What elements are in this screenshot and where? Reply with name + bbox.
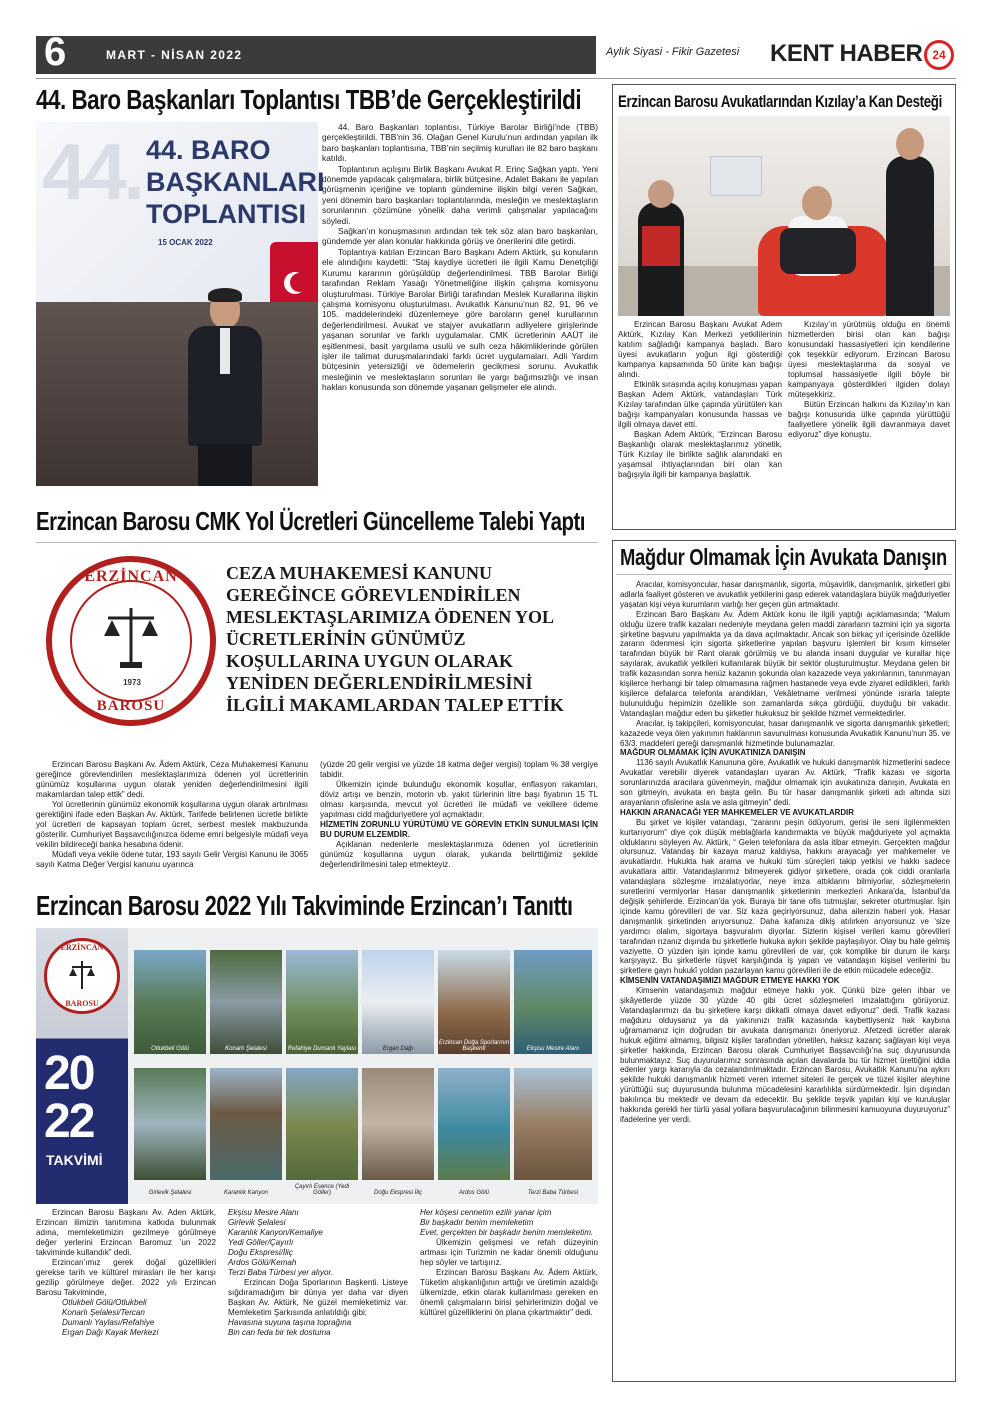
calendar-image <box>36 928 598 1204</box>
article1-paragraph: 44. Baro Başkanları toplantısı, Türkiye Barolar Birliği’nde (TBB) gerçekleştirildi. TBB’nin 36. Olağan Genel Kurulu’nun ardından yapılan ilk baro başkanları toplantısına, TBB’nin seçilmiş kurulları ile 82 baro başkanı katıldı. <box>322 122 598 164</box>
article2-paragraph: Erzincan Barosu Başkanı Avukat Adem Aktürk, Kızılay Kan Merkezi yetkililerinin katılım sağladığı kampanya başladı. Baro üyesi avukatların yoğun ilgi gösterdiği kampanya kapsamında 50 ünite kan bağışı alındı. <box>618 320 782 379</box>
tile-caption: Karanlık Kanyon <box>223 1190 269 1196</box>
article5-list-line: Ardos Gölü/Kemah <box>228 1258 297 1267</box>
article5-list-line: Otlukbeli Gölü/Otlukbeli <box>62 1298 147 1307</box>
article5-list-line: Doğu Ekspresi/İliç <box>228 1248 293 1257</box>
article3-emphasis: HİZMETİN ZORUNLU YÜRÜTÜMÜ VE GÖREVİN ETKİN SUNULMASI İÇİN BU DURUM ELZEMDİR. <box>320 820 598 839</box>
seal-top-text: ERZİNCAN <box>84 568 178 585</box>
article5-list-line: Ekşisu Mesire Alanı <box>228 1208 299 1217</box>
article4-paragraph: 1136 sayılı Avukatlık Kanununa göre, Avukatlık ve hukuki danışmanlık hizmetlerini sadece Avukatlar verebilir diyerek vatandaşları uyaran Av. Aktürk, “Trafik kazası ve sigorta sorunlarınızda aracılara güvenmeyin, mağdur olmamak için avukatınıza danışın, Avukata en son gitmeyin, avukata en başta gelin. Bu tür hasar danışmanlık şirketi adı altında sizi arayanların ofislerine asla ve asla gitmeyin” dedi. <box>620 758 950 807</box>
article2-headline: Erzincan Barosu Avukatlarından Kızılay’a Kan Desteği <box>618 92 942 111</box>
donor-jacket <box>780 228 856 274</box>
donor-head <box>802 186 832 220</box>
nurse-vest <box>642 226 680 266</box>
tile-caption: Erzincan Doğa Sporlarının Başkenti <box>438 1040 510 1052</box>
article5-list-line: Bin can feda bir tek dostuma <box>228 1328 331 1337</box>
article5-list-line: Yedi Göller/Çayırlı <box>228 1238 294 1247</box>
medical-shelf <box>710 156 762 196</box>
article4-subheading: HAKKIN ARANACAĞI YER MAHKEMELER VE AVUKATLARDIR <box>620 807 854 817</box>
person-hair <box>208 288 242 302</box>
article4-paragraph: Kimsenin vatandaşımızı mağdur etmeye hakkı yok. Çünkü bize gelen ihbar ve şikâyetlerde yüzde 30 yüzde 40 gibi ücret sözleşmeleri imzalattığını görüyoruz. Vatandaşlarımızı da bu şirketlere karşı dikkatli olmaya davet ediyoruz” dedi. Trafik kazası mağduru olduysanız ya da yakınınızı trafik kazasında kaybettiyseniz hak kaybına uğramamanız için doğrudan bir avukata danışmanızı öneriyoruz. Afetzedi ücretler alarak hukuk eğitimi almamış, bilgisiz kişiler tarafından yönetilen, haksız kazanç sağlayan kişi veya şirketler hakkında, Erzincan Barosu olarak Cumhuriyet Başsavcılığı’na suç duyurusunda bulunmaktayız. Suç duyurularımız sonrasında açılan davalarda bu tür hizmet ürettiğini iddia edenler yargı kararıyla da cezalandırılmaktadır. Erzincan Barosu, Avukatlık Kanunu’na aykırı şekilde hukuki danışmanlık hizmeti veren internet siteleri ile gerçek ve tüzel kişiler aleyhine yürüttüğü suç duyurusunda bulunma mücadelesini kararlılıkla sürdürmektedir. İşin dışından bakılınca bu mektedir ve devam da edecektir. Bu şekilde teşvik yapılan kişi ve kuruluşlar hakkında gerekli her türlü yasal yollara başvurulacağının bilinmesini kamuoyuna duyuruyoruz” ifadelerine yer verdi. <box>620 986 950 1124</box>
calendar-seal <box>44 938 120 1014</box>
brand-logo[interactable]: KENT HABER <box>770 40 923 67</box>
flag-crescent-cut <box>290 273 309 292</box>
nurse-head <box>648 180 674 208</box>
calendar-tile <box>134 950 206 1054</box>
article5-paragraph: Ülkemizin gelişmesi ve refah düzeyinin artması için Turizmin ne kadar önemli olduğunu hep söyler ve tartışırız. <box>420 1238 598 1267</box>
tile-caption: Otlukbeli Gölü <box>151 1046 189 1052</box>
article4-rule <box>616 574 952 575</box>
article1-paragraph: Toplantıya katılan Erzincan Baro Başkanı Adem Aktürk, şu konuların ele alındığını kaydetti: “Staj kaydiye ücretleri ile ilgili Kamu Denetçiliği Kurumu kararının görüşüldüp değerlendirilmesi. TBB Barolar Birliği tarafından Reklam Yasağı Yönetmeliğine ilişkin çalışma komisyonu oluşturulması. Türkiye Barolar Birliği tarafından Meslek Kurallarına ilişkin çalışma komisyonu oluşturulması. Avukatlık Kanunu’nun 82, 91, 96 ve 105. maddelerindeki düzenlemeye göre baroların genel kurullarının değerlendirilmesi. Avukat ve stajyer avukatların adliyelere girişlerinde yaşanan sorunlar ve farklı uygulamalar. CMK ücretlerinin AAÜT ile eşitlenmesi, basit yargılama usulü ve sulh ceza hâkimliklerinde görülen işler ile talimat duruşmalarındaki farklı ücret uygulamaları. Adli Yardım bütçesinin yetersizliği ve ödemelerin gecikmesi sorunu. Avukatlık mesleğinin ve meslektaşların sorunları ile yargı bağımsızlığı ve insan hakları konusunda son dönemde yaşanan gelişmeler ele alındı. <box>322 246 598 393</box>
stage-big-number: 44. <box>42 127 142 216</box>
article3-paragraph: Yol ücretlerinin günümüz ekonomik koşullarına uygun olarak artırılması gerektiğini ifade eden Başkan Av. Aktürk, Tarifede belirlenen ücretle birlikte yol ücretleri de kapsayan toplam ücret, serbest meslek makbuzunda gösterilir. Cumhuriyet Başsavcılığınızca ödeme emri belgesiyle müdafi veya vekilin bildireceği banka hesabına ödenir. <box>36 800 308 849</box>
calendar-tile <box>438 1068 510 1196</box>
article1-headline: 44. Baro Başkanları Toplantısı TBB’de Gerçekleştirildi <box>36 84 582 115</box>
article4-paragraph: Aracılar, komisyoncular, hasar danışmanlık, sigorta, müşavirlik, danışmanlık, şirketleri gibi adlarla faaliyet gösteren ve avukatlık yetkilerini gasp ederek vatandaşlara büyük mağduriyetler yaşatan kişi veya kurumların varlığı her geçen gün artmaktadır. <box>620 580 950 609</box>
calendar-tile <box>286 1068 358 1196</box>
article3-paragraph: Erzincan Barosu Başkanı Av. Âdem Aktürk, Ceza Muhakemesi Kanunu gereğince görevlendirilen meslektaşlarımıza ödenen yol ücretlerinin günümüz koşullarına uygun olarak yeniden değerlendirilmesini ilgili makamlardan talep ettik” dedi. <box>36 760 308 799</box>
banner-line: ÜCRETLERİNİN GÜNÜMÜZ <box>226 629 466 649</box>
article3-banner <box>226 562 598 746</box>
article3-paragraph: (yüzde 20 gelir vergisi ve yüzde 18 katma değer vergisi) toplam % 38 vergiye tabidir. <box>320 760 598 779</box>
calendar-year-top: 20 <box>44 1047 94 1100</box>
seal-year: 1973 <box>123 678 141 687</box>
article5-list-line: Havasına suyuna taşına toprağına <box>228 1318 352 1327</box>
tile-caption: Ergan Dağı <box>382 1046 414 1052</box>
article4-subheading: KİMSENİN VATANDAŞIMIZI MAĞDUR ETMEYE HAKKI YOK <box>620 976 840 986</box>
standing-man <box>886 156 934 316</box>
article4-subheading: MAĞDUR OLMAMAK İÇİN AVUKATINIZA DANIŞIN <box>620 748 806 758</box>
calendar-tile <box>134 1068 206 1196</box>
article5-list-line: Terzi Baba Türbesi yer alıyor. <box>228 1268 334 1277</box>
article4-body <box>620 580 950 1378</box>
article5-col3 <box>420 1208 598 1384</box>
calendar-tile <box>286 950 358 1054</box>
calendar-tile <box>362 1068 434 1196</box>
article3-paragraph: Ülkemizin içinde bulunduğu ekonomik koşullar, enflasyon rakamları, döviz artışı ve benzin, motorin vb. yakıt türlerinin litre başı fiyatının 15 TL olması karşısında, mevcut yol ücretleri ile müdafi ve vekillere ödeme yapılması cidd mağduriyetlere yol açmaktadır. <box>320 780 598 819</box>
article5-paragraph: Erzincan’ımız gerek doğal güzellikleri gerekse tarih ve kültürel mirasları ile her karışı gezilip görülmeye değer. 2022 yılı Erzincan Barosu Takviminde, <box>36 1258 216 1297</box>
calendar-seal-bottom: BAROSU <box>65 999 99 1008</box>
article2-paragraph: Etkinlik sırasında açılış konuşması yapan Başkan Adem Aktürk, vatandaşları Türk Kızılay tarafından ülke çapında yürütülen kan bağışı kampanyaları konusunda hassas ve ilgili olmaya davet etti. <box>618 380 783 429</box>
article5-paragraph: Erzincan Barosu Başkanı Av. Âdem Aktürk, Tüketim alışkanlığının arttığı ve üretimin azaldığı ülkemizde, etkin olarak kullanılması gereken en önemli çalışmaların birisi şehirlerimizin doğal ve kültürel güzelliklerini ön plana çıkartmaktır” dedi. <box>420 1268 598 1317</box>
calendar-tile <box>514 1068 592 1196</box>
article5-list-line: Bir başkadır benim memleketim <box>420 1218 534 1227</box>
issue-date: MART - NİSAN 2022 <box>106 48 243 62</box>
article3-rule <box>36 542 598 543</box>
article1-photo <box>36 122 325 486</box>
brand-badge: 24 <box>924 40 954 70</box>
article4-paragraph: Erzincan Baro Başkanı Av. Âdem Aktürk konu ile ilgili yaptığı açıklamasında; “Malum olduğu üzere trafik kazaları nedeniyle meydana gelen maddi zararların tazmini için ya sigorta şirketine başvuru yapılmakta ya da dava açılmaktadır. Ancak son birkaç yıl içerisinde özellikle zararın ödenmesi için sigorta şirketlerine yapılan başvuru işlemleri bir kısım kimseler tarafından büyük bir Rant olarak görülmüş ve bu alanda insani duygular ve kurallar hiçe sayılarak, avukatlık yetkileri kullanılarak büyük bir sektör oluşturulmuştur. Meydana gelen bir trafik kazasından sonra henüz kazanın şokunda olan kazazede veya yakınlarının, tanınmayan kişilerce herhangi bir talep olmamasına rağmen hastanede veya evde ziyaret edildikleri, farklı kişilerce defalarca telefonla arandıkları, Vekâletname verilmesi yönünde ısrarla talepte bulunulduğu hepimizin özellikle son zamanlarda sıkça gördüğü, duyduğu bir vakadır. Vatandaşları mağdur eden bu şirketler hukuksuz bir şekilde hizmet vermektedirler. <box>620 609 950 718</box>
calendar-label: TAKVİMİ <box>46 1152 103 1168</box>
banner-line: CEZA MUHAKEMESİ KANUNU <box>226 563 493 583</box>
article3-paragraph: Açıklanan nedenlerle meslektaşlarımıza ödenen yol ücretlerinin günümüz koşullarına uygun olarak, yukarıda belirttiğimiz şekilde değerlendirilmesini talep etmekteyiz. <box>320 840 598 869</box>
article5-col2 <box>228 1208 408 1384</box>
tile-caption: Çayırlı Esence (Yedi Göller) <box>294 1184 350 1196</box>
stage-date: 15 OCAK 2022 <box>158 238 213 247</box>
tile-caption: Doğu Ekspresi İliç <box>373 1190 423 1196</box>
article5-col1 <box>36 1208 216 1384</box>
article5-list-line: Evet, gerçekten bir başkadır benim memleketim. <box>420 1228 594 1237</box>
person-legs <box>198 444 252 486</box>
erzincan-bar-seal <box>46 556 216 726</box>
banner-line: İLGİLİ MAKAMLARDAN TALEP ETTİK <box>226 695 564 715</box>
page-number: 6 <box>44 30 67 74</box>
calendar-tile <box>438 950 510 1054</box>
article1-body <box>322 122 598 490</box>
article4-headline: Mağdur Olmamak İçin Avukata Danışın <box>620 544 947 570</box>
calendar-year-bottom: 22 <box>44 1095 94 1148</box>
standing-man-head <box>896 128 924 160</box>
calendar-tile <box>362 950 434 1054</box>
article5-list-line: Girlevik Şelalesi <box>228 1218 286 1227</box>
article5-list-line: Karanlık Kanyon/Kemaliye <box>228 1228 323 1237</box>
banner-line: YENİDEN DEĞERLENDİRİLMESİNİ <box>226 673 533 693</box>
calendar-scales-icon <box>69 959 95 993</box>
article5-list-line: Konarlı Şelalesi/Tercan <box>62 1308 145 1317</box>
stage-line-3: TOPLANTISI <box>146 199 307 229</box>
article5-headline: Erzincan Barosu 2022 Yılı Takviminde Erzincan’ı Tanıttı <box>36 890 573 921</box>
article2-col2 <box>788 320 950 528</box>
article5-list-line: Dumanlı Yaylası/Refahiye <box>62 1318 155 1327</box>
article5-list-line: Ergan Dağı Kayak Merkezi <box>62 1328 159 1337</box>
article5-list-line: Her köşesi cennetim ezilir yanar içim <box>420 1208 552 1217</box>
stage-floor <box>36 302 318 486</box>
article5-paragraph: Erzincan Barosu Başkanı Av. Aden Aktürk, Erzincan ilimizin tanıtımına katkıda bulunmak adına, memleketimizin gezilmeye görülmeye değer yerlerini Erzincan Baromuz ’un 2022 takviminde kullandık” dedi. <box>36 1208 216 1257</box>
tile-caption: Terzi Baba Türbesi <box>527 1190 579 1196</box>
banner-line: MESLEKTAŞLARIMIZA ÖDENEN YOL <box>226 607 555 627</box>
article2-paragraph: Bütün Erzincan halkını da Kızılay’ın kan bağışı konusunda ülke çapında yürüttüğü faaliyetlere yönelik ilgili davranmaya davet ediyoruz” diye konuştu. <box>788 400 950 439</box>
article1-paragraph: Sağkan’ın konuşmasının ardından tek tek söz alan baro başkanları, gündemde yer alan konular hakkında görüş ve önerilerini dile getirdi. <box>322 226 598 247</box>
article1-paragraph: Toplantının açılışını Birlik Başkanı Avukat R. Erinç Sağkan yaptı. Yeni dönemde yapılacak çalışmalara, birlik bütçesine, Adalet Bakanı ile yapılan görüşmenin içeriğine ve toplantı gündemine ilişkin bilgi veren Sağkan, yeni dönemin baro başkanları toplantılarında, mesleğin ve meslektaşların sorunlarının çözümüne yönelik daha verimli çalışmalar yapılacağını söyledi. <box>322 163 598 226</box>
tile-caption: Refahiye Dumanlı Yaylası <box>287 1046 357 1052</box>
article3-paragraph: Müdafi veya vekile ödene tutar, 193 sayılı Gelir Vergisi Kanunu ile 3065 sayılı Katma Değer Vergisi kanunu uyarınca <box>36 850 308 869</box>
person-shirt <box>220 328 230 374</box>
seal-bottom-text: BAROSU <box>96 698 166 714</box>
article4-paragraph: Aracılar, iş takipçileri, komisyoncular, hasar danışmanlık ve sigorta danışmanlık şirketleri; kazazede veya ölen yakınının haklarının savunulması konusunda Avukatlık Kanunu’nun 35. ve 63/3. maddeleri gereği danışmanlık hizmetinde bulunamazlar. <box>620 718 950 748</box>
banner-line: GEREĞİNCE GÖREVLENDİRİLEN <box>226 585 521 605</box>
article2-paragraph: Kızılay’ın yürütmüş olduğu en önemli hizmetlerden birisi olan kan bağışı konusundaki hassasiyetleri için kendilerine çok teşekkür ediyorum. Erzincan Barosu üyesi meslektaşlarıma da sosyal ve toplumsal hassasiyetle ilgili böyle bir kampanyaya gösterdikleri ilgiden dolayı müteşekkiriz. <box>788 320 950 399</box>
calendar-tile <box>514 950 592 1054</box>
tile-caption: Girlevik Şelalesi <box>148 1190 192 1196</box>
tile-caption: Konarlı Şelalesi <box>225 1046 267 1052</box>
calendar-tile <box>210 950 282 1054</box>
article3-headline: Erzincan Barosu CMK Yol Ücretleri Güncelleme Talebi Yaptı <box>36 506 585 536</box>
article3-col1 <box>36 760 308 884</box>
tagline: Aylık Siyasi - Fikir Gazetesi <box>606 46 740 58</box>
article2-paragraph: Başkan Adem Aktürk, “Erzincan Barosu Başkanlığı olarak meslektaşlarımız yönetik, Türk Kızılay ile birlikte sağlık alanındaki en yaşamsal ihtiyaçlarından biri olan kan bağışıyla ilgili bir kampanya başlattık. <box>618 430 782 479</box>
header-rule <box>36 78 956 79</box>
banner-line: KOŞULLARINA UYGUN OLARAK <box>226 651 514 671</box>
tile-caption: Ekşisu Mesire Alanı <box>526 1046 580 1052</box>
calendar-seal-top: ERZİNCAN <box>60 943 104 952</box>
calendar-tile <box>210 1068 282 1196</box>
stage-line-1: 44. BARO <box>146 135 271 165</box>
article4-paragraph: Bu şirket ve kişiler vatandaşı, “zararını peşin ödüyorum, gerisi ile seni ilgilenmekten kurtarıyorum” diye çok düşük meblağlarla kandırmakta ve büyük mağduriyete yol açmakta olduklarını söyleyen Av. Aktürk, “ Gelen telefonlara da asla itibar etmeyin. Gerçekten mağdur olursunuz. Vatandaş bir kazaya maruz kaldıysa, hakkını arayacağı yer mahkemeler ve avukatlardır. Hukukta hak arama ve hukuki tüm süreçleri takip yetkisi ve hakkı sadece avukatlara aittir. Vatandaşlarımız bilmeyerek gidiyor şirketlere, orada çok ciddi oranlarla vatandaşlara sözleşme imzalatıyorlar, neye imza attıklarını bilmiyorlar, sözleşmelerin suretlerini vermiyorlar Hasar danışmanlık şirketlerinin merkezleri Ankara’da, İstanbul’da değişik şehirlerde. Erzincan’da yok. Buraya bir tane ofis tutmuşlar, sekreter oturtmuşlar. İşin içinde kamu görevlileri de var. Siz kaza geçiriyorsunuz, daha ailenizin haberi yok. Hasar danışmanlık şirketinden arıyorsunuz. Daha kafanıza dikiş atılırken arıyorsunuz ve ‘size yardımcı olalım, sigortaya başvuralım diyorlar. Sizlerin kişisel verileri kamu görevlileri tarafından rızanız dışında bu şirketlerle hukuka aykırı şekilde paylaşılıyor. Olay bu hale gelmiş vaziyette. O yüzden işin içinde kamu görevlileri de var, çok komplike bir durum ile karşı karşıyayız. Bu şirketlerle rüşvet karşılığında iş yapan ve vatandaşın kişisel verilerini bu şirketlere gayrı hukukî yoldan pazarlayan kamu görevlileri ile de etkin mücadele edeceğiz. <box>620 817 950 976</box>
article2-photo <box>618 116 950 316</box>
article2-col1 <box>618 320 782 528</box>
tile-caption: Ardos Gölü <box>458 1190 489 1196</box>
stage-line-2: BAŞKANLARI <box>146 167 325 197</box>
article5-paragraph: Erzincan Doğa Sporlarının Başkenti. Listeye sığdıramadığım bir dünya yer daha var diyen Başkan Av. Aktürk, Ne güzel memleketimiz var. Memleketim Şarkısında anlatıldığı gibi; <box>228 1278 408 1317</box>
scales-of-justice-icon <box>102 602 160 672</box>
article3-col2 <box>320 760 598 884</box>
